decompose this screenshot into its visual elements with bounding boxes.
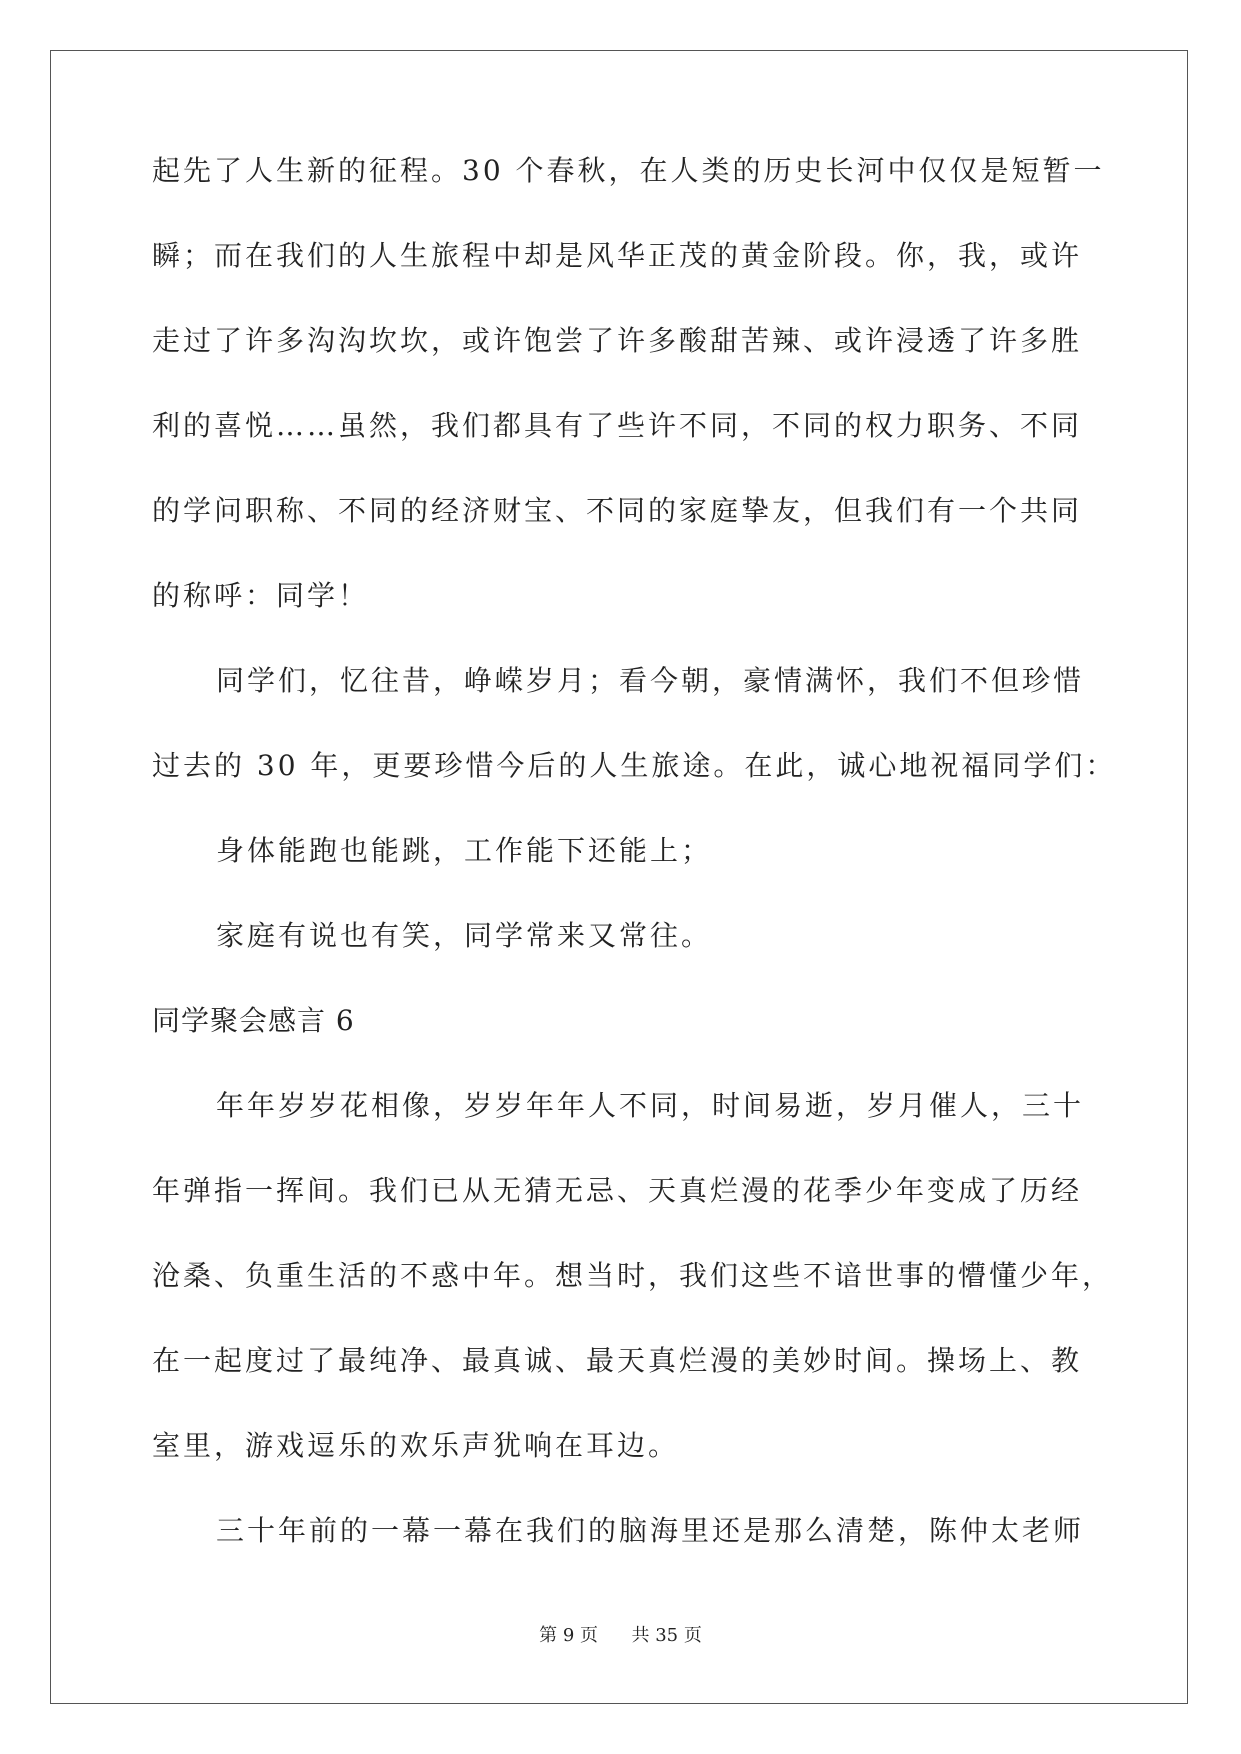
text-line-13: 年弹指一挥间。我们已从无猜无忌、天真烂漫的花季少年变成了历经 bbox=[152, 1174, 1083, 1207]
text-line-16: 室里，游戏逗乐的欢乐声犹响在耳边。 bbox=[152, 1429, 680, 1462]
page-footer bbox=[0, 1624, 1241, 1648]
text-line-3: 走过了许多沟沟坎坎，或许饱尝了许多酸甜苦辣、或许浸透了许多胜 bbox=[152, 324, 1083, 357]
document-body bbox=[152, 151, 1117, 1596]
text-line-7: 同学们，忆往昔，峥嵘岁月；看今朝，豪情满怀，我们不但珍惜 bbox=[216, 664, 1085, 697]
text-line-15: 在一起度过了最纯净、最真诚、最天真烂漫的美妙时间。操场上、教 bbox=[152, 1344, 1083, 1377]
text-line-1: 起先了人生新的征程。30 个春秋，在人类的历史长河中仅仅是短暂一 bbox=[152, 154, 1105, 187]
text-line-10: 家庭有说也有笑，同学常来又常往。 bbox=[216, 919, 713, 952]
text-line-5: 的学问职称、不同的经济财宝、不同的家庭挚友，但我们有一个共同 bbox=[152, 494, 1083, 527]
page-number: 第 9 页 bbox=[539, 1625, 599, 1646]
text-line-9: 身体能跑也能跳，工作能下还能上； bbox=[216, 834, 713, 867]
text-line-14: 沧桑、负重生活的不惑中年。想当时，我们这些不谙世事的懵懂少年， bbox=[152, 1259, 1114, 1292]
text-line-2: 瞬；而在我们的人生旅程中却是风华正茂的黄金阶段。你，我，或许 bbox=[152, 239, 1083, 272]
text-line-4: 利的喜悦……虽然，我们都具有了些许不同，不同的权力职务、不同 bbox=[152, 409, 1083, 442]
page-total: 共 35 页 bbox=[631, 1625, 702, 1646]
text-line-17: 三十年前的一幕一幕在我们的脑海里还是那么清楚，陈仲太老师 bbox=[216, 1514, 1085, 1547]
text-line-6: 的称呼：同学！ bbox=[152, 579, 370, 612]
text-line-12: 年年岁岁花相像，岁岁年年人不同，时间易逝，岁月催人，三十 bbox=[216, 1089, 1085, 1122]
text-line-8: 过去的 30 年，更要珍惜今后的人生旅途。在此，诚心地祝福同学们： bbox=[152, 749, 1117, 782]
section-heading: 同学聚会感言 6 bbox=[152, 1004, 355, 1037]
